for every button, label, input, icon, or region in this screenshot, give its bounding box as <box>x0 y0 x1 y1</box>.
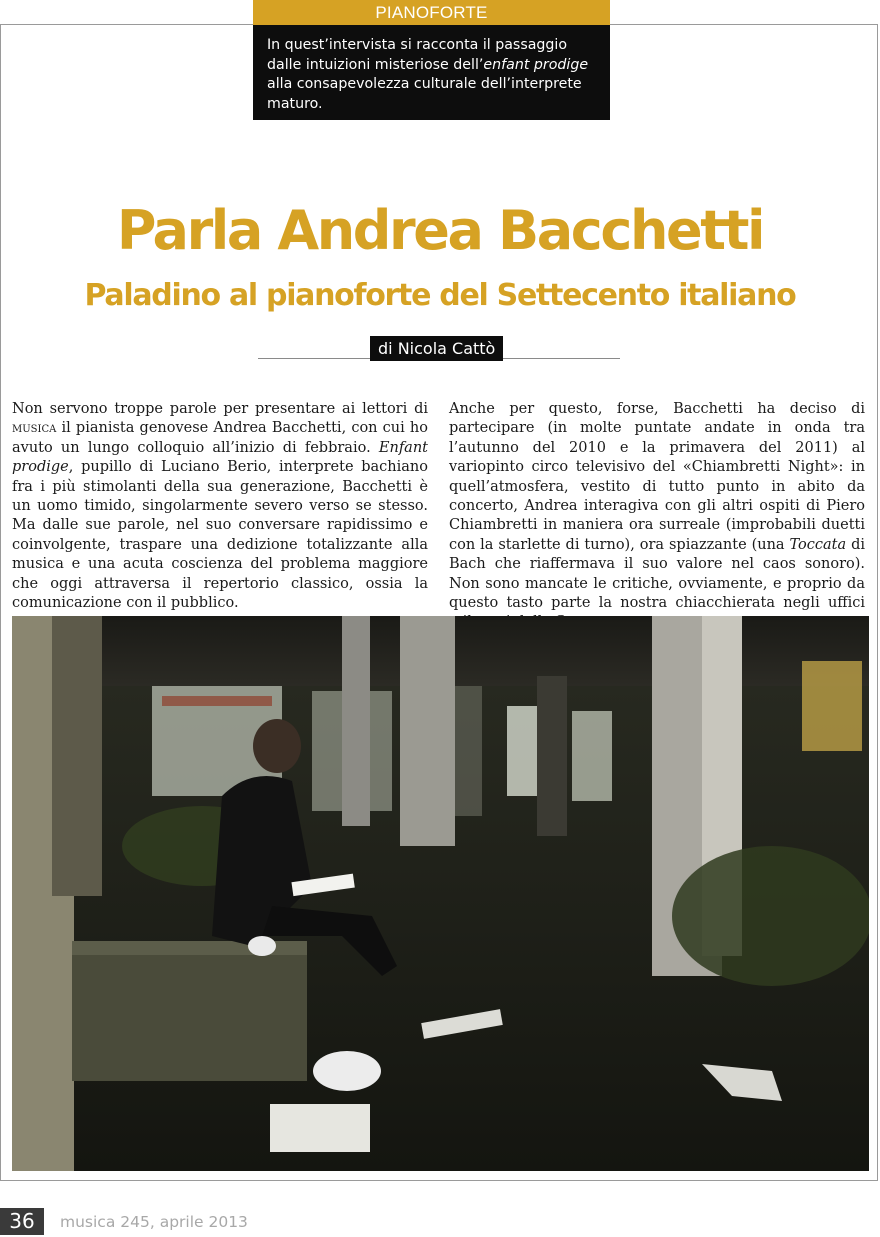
col1-text-a: Non servono troppe parole per presentare ai lettori di <box>12 401 428 417</box>
page-number: 36 <box>0 1208 44 1235</box>
issue-info: musica 245, aprile 2013 <box>60 1213 248 1231</box>
col1-italic: Enfant prodige <box>12 439 428 476</box>
body-column-1 <box>12 400 428 613</box>
body-column-2 <box>449 400 865 633</box>
intro-text-italic: enfant prodige <box>483 56 589 73</box>
article-subtitle: Paladino al pianoforte del Settecento italiano <box>84 278 796 313</box>
section-label: PIANOFORTE <box>253 0 610 25</box>
magazine-name: musica <box>12 420 57 437</box>
intro-box <box>253 25 610 120</box>
col1-text-b: il pianista genovese Andrea Bacchetti, con cui ho avuto un lungo colloquio all’inizio di febbraio. <box>12 420 428 456</box>
col1-text-c: , pupillo di Luciano Berio, interprete bachiano fra i più stimolanti della sua generazione, Bacchetti è un uomo timido, singolarmente severo verso se stesso. Ma dalle sue parole, nel suo conversare rapidissimo e coinvolgente, traspare una dedizione totalizzante alla musica e una acuta coscienza del problema maggiore che oggi attraversa il repertorio classico, ossia la comunicazione con il pubblico. <box>12 459 428 612</box>
byline: di Nicola Cattò <box>370 336 503 361</box>
col2-text-b: di Bach che riaffermava il suo valore nel caos sonoro). Non sono mancate le critiche, ovviamente, e proprio da questo tasto parte la nostra chiacchierata negli uffici <box>449 536 865 612</box>
col2-text-a: Anche per questo, forse, Bacchetti ha deciso di partecipare (in molte puntate andate in onda tra l’autunno del 2010 e la primavera del 2011) al variopinto circo televisivo del «Chiambretti Night»: in quell’atmosfera, vestito di tutto punto in abito da concerto, Andrea interagiva con gli altri ospiti di Piero Chiambretti in maniera ora surreale (improbabili duetti con la starlette di turno), ora spiazzante (una <box>449 401 865 553</box>
intro-text-start: In quest’intervista si racconta il passaggio dalle intuizioni misteriose dell’ <box>267 37 568 73</box>
col2-italic: Toccata <box>789 536 847 553</box>
intro-text-end: alla consapevolezza culturale dell’interprete maturo. <box>267 76 582 112</box>
photo-illustration <box>12 616 869 1171</box>
article-photo <box>12 616 869 1171</box>
article-title: Parla Andrea Bacchetti <box>116 199 764 262</box>
